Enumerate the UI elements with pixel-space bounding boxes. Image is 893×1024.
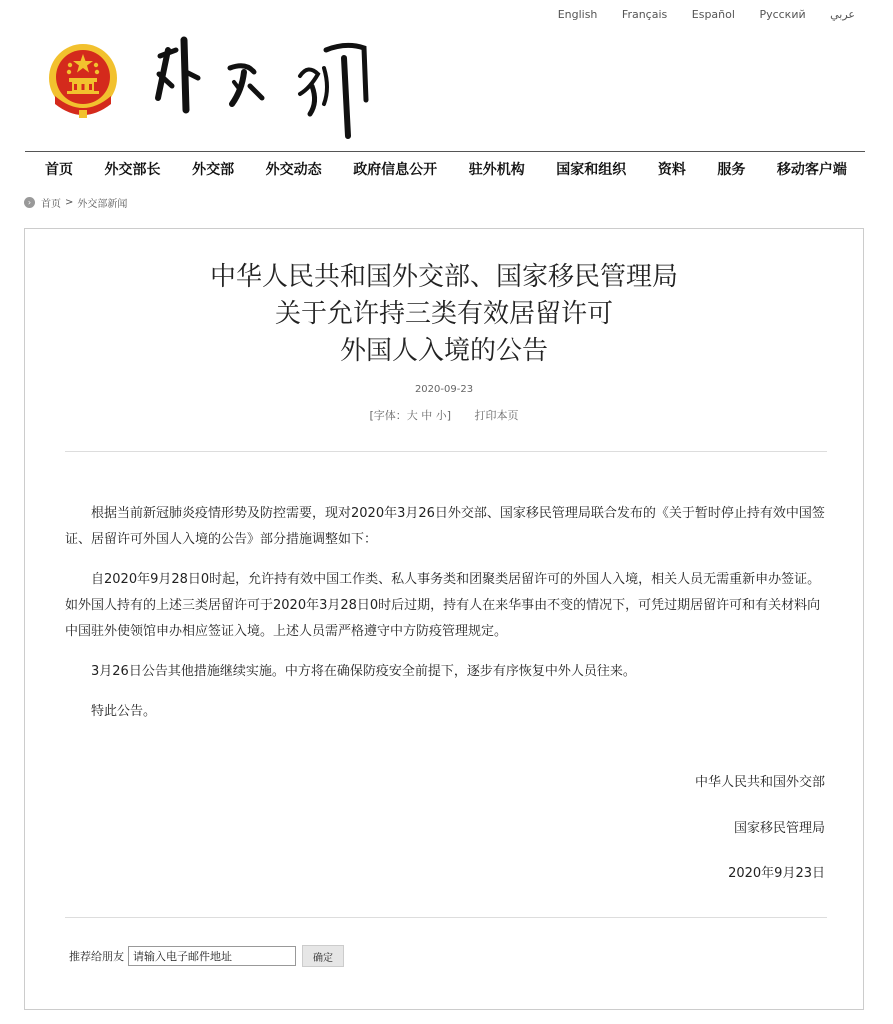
divider (65, 451, 827, 452)
article-title (25, 259, 863, 370)
nav-countries[interactable]: 国家和组织 (556, 161, 627, 178)
signature-immigration: 国家移民管理局 (733, 821, 825, 836)
lang-spanish[interactable]: Español (691, 8, 735, 21)
nav-gov-info[interactable]: 政府信息公开 (353, 161, 438, 178)
print-link[interactable]: 打印本页 (474, 409, 519, 422)
article-date: 2020-09-23 (414, 384, 474, 395)
nav-resources[interactable]: 资料 (657, 161, 686, 178)
font-small-link[interactable]: 小 (435, 409, 447, 422)
paragraph: 特此公告。 (91, 704, 157, 719)
share-form (69, 945, 344, 967)
article-body (65, 501, 827, 739)
font-medium-link[interactable]: 中 (421, 409, 433, 422)
nav-ministry[interactable]: 外交部 (192, 161, 235, 178)
title-line-1: 中华人民共和国外交部、国家移民管理局 (209, 262, 678, 292)
nav-home[interactable]: 首页 (45, 161, 73, 178)
divider (65, 917, 827, 918)
main-nav (25, 151, 865, 185)
language-bar (537, 8, 855, 21)
email-input[interactable] (128, 946, 296, 966)
breadcrumb-current[interactable]: 外交部新闻 (77, 199, 128, 210)
lang-arabic[interactable]: عربي (830, 8, 855, 21)
breadcrumb (24, 195, 127, 210)
ministry-calligraphy-logo[interactable] (150, 28, 380, 140)
title-line-3: 外国人入境的公告 (339, 336, 548, 366)
signature-date: 2020年9月23日 (728, 866, 825, 881)
breadcrumb-home[interactable]: 首页 (41, 199, 61, 210)
article-panel (24, 228, 864, 1010)
font-size-bar (25, 407, 863, 423)
national-emblem-icon[interactable] (45, 40, 121, 120)
chevron-right-icon: › (24, 197, 35, 208)
breadcrumb-separator: > (65, 197, 74, 208)
nav-diplomatic-news[interactable]: 外交动态 (265, 161, 322, 178)
paragraph: 自2020年9月28日0时起，允许持有效中国工作类、私人事务类和团聚类居留许可的外国人入境，相关人员无需重新申办签证。如外国人持有的上述三类居留许可于2020年3月28日0时后过期，持有人在来华事由不变的情况下，可凭过期居留许可和有关材料向中国驻外使领馆申办相应签证入境。上述人员需严格遵守中方防疫管理规定。 (65, 572, 821, 639)
share-submit-button[interactable]: 确定 (302, 945, 344, 967)
lang-english[interactable]: English (557, 8, 598, 21)
font-large-link[interactable]: 大 (406, 409, 418, 422)
paragraph: 3月26日公告其他措施继续实施。中方将在确保防疫安全前提下，逐步有序恢复中外人员往来。 (91, 664, 636, 679)
nav-services[interactable]: 服务 (717, 161, 746, 178)
nav-minister[interactable]: 外交部长 (104, 161, 161, 178)
lang-russian[interactable]: Русский (759, 8, 806, 21)
paragraph: 根据当前新冠肺炎疫情形势及防控需要，现对2020年3月26日外交部、国家移民管理局联合发布的《关于暂时停止持有效中国签证、居留许可外国人入境的公告》部分措施调整如下： (65, 506, 825, 547)
nav-missions[interactable]: 驻外机构 (468, 161, 525, 178)
font-size-close: ] (446, 409, 452, 422)
font-size-label: [字体： (369, 409, 407, 422)
lang-french[interactable]: Français (621, 8, 668, 21)
share-label: 推荐给朋友 (69, 950, 124, 963)
title-line-2: 关于允许持三类有效居留许可 (274, 299, 613, 329)
signature-ministry: 中华人民共和国外交部 (694, 775, 825, 790)
nav-mobile-client[interactable]: 移动客户端 (776, 161, 847, 178)
